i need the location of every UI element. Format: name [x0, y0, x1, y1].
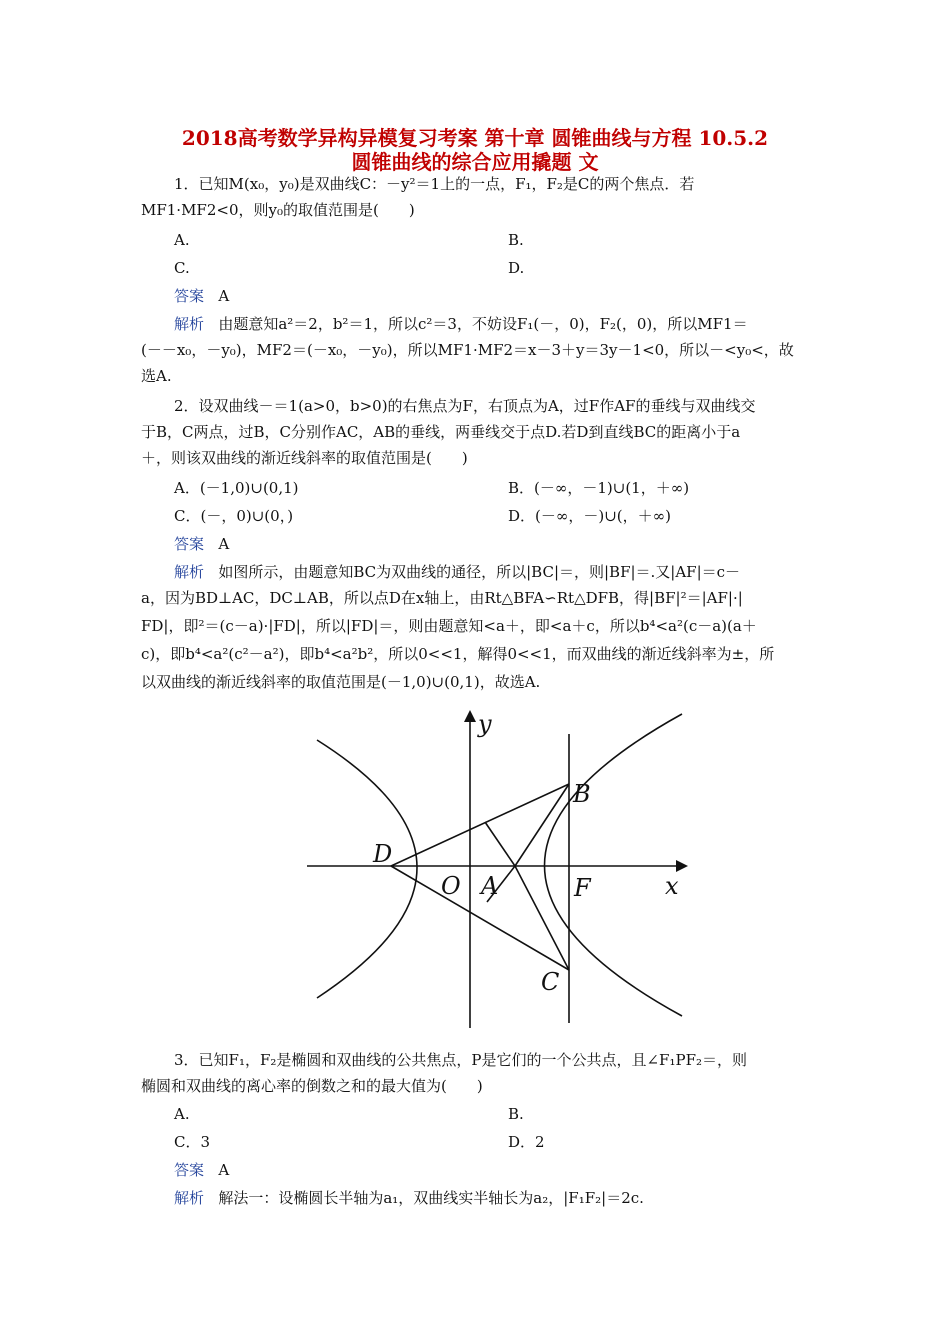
q3-option-d: D．2 — [508, 1133, 545, 1151]
segment-a-up — [485, 822, 515, 866]
q2-analysis-line4: c)，即b⁴<a²(c²－a²)，即b⁴<a²b²，所以0<<1，解得0<<1，而双曲线的渐近线斜率为±，所 — [141, 645, 775, 663]
q3-stem-line1: 3．已知F₁，F₂是椭圆和双曲线的公共焦点，P是它们的一个公共点，且∠F₁PF₂＝，则 — [174, 1051, 747, 1069]
hyperbola-diagram — [287, 698, 705, 1033]
q2-option-b: B．(－∞，－1)∪(1，＋∞) — [508, 479, 690, 497]
hyperbola-figure — [287, 698, 705, 1033]
label-f: F — [574, 874, 591, 902]
hyperbola-left-branch — [317, 740, 417, 998]
answer-tag: 答案 — [174, 1161, 205, 1179]
label-c: C — [541, 968, 560, 996]
hyperbola-right-branch — [545, 714, 683, 1016]
q2-analysis-line3: FD|，即²＝(c－a)·|FD|，所以|FD|＝，则由题意知<a＋，即<a＋c，所以b⁴<a²(c－a)(a＋ — [141, 617, 757, 635]
page-title-line1: 2018高考数学异构异模复习考案 第十章 圆锥曲线与方程 10.5.2 — [181, 126, 769, 150]
page-title-line2: 圆锥曲线的综合应用撬题 文 — [351, 150, 599, 174]
q2-option-d: D．(－∞，－)∪(，＋∞) — [508, 507, 671, 525]
q2-option-c: C．(－，0)∪(0，) — [174, 507, 294, 525]
q3-answer — [174, 1160, 846, 1180]
q3-analysis-line1 — [174, 1188, 846, 1208]
q3-stem-line2: 椭圆和双曲线的离心率的倒数之和的最大值为( ) — [141, 1077, 483, 1095]
q1-stem-line2: MF1·MF2<0，则y₀的取值范围是( ) — [141, 201, 415, 219]
label-d: D — [373, 840, 393, 868]
q2-option-a: A．(－1,0)∪(0,1) — [174, 479, 299, 497]
q2-stem-line3: ＋，则该双曲线的渐近线斜率的取值范围是( ) — [141, 449, 468, 467]
x-axis-arrow — [676, 860, 688, 872]
analysis-text: 解法一：设椭圆长半轴为a₁，双曲线实半轴长为a₂，|F₁F₂|＝2c. — [218, 1189, 644, 1207]
q1-answer — [174, 286, 846, 306]
analysis-text: 如图所示，由题意知BC为双曲线的通径，所以|BC|＝，则|BF|＝.又|AF|＝c－ — [218, 563, 741, 581]
q2-stem-line1: 2．设双曲线－＝1(a>0，b>0)的右焦点为F，右顶点为A，过F作AF的垂线与双曲线交 — [174, 397, 756, 415]
label-x: x — [665, 872, 679, 900]
label-a: A — [481, 872, 499, 900]
label-b: B — [573, 780, 591, 808]
q1-stem-line1: 1．已知M(x₀，y₀)是双曲线C：－y²＝1上的一点，F₁，F₂是C的两个焦点．若 — [174, 175, 695, 193]
q2-stem-line2: 于B，C两点，过B，C分别作AC，AB的垂线，两垂线交于点D.若D到直线BC的距离小于a — [141, 423, 741, 441]
q1-option-d: D. — [508, 259, 525, 277]
q3-option-a: A. — [174, 1105, 190, 1123]
answer-value: A — [218, 535, 230, 553]
analysis-text: 由题意知a²＝2，b²＝1，所以c²＝3，不妨设F₁(－，0)，F₂(，0)，所以MF1＝ — [218, 315, 748, 333]
analysis-tag: 解析 — [174, 315, 205, 333]
q1-analysis-line2: (－－x₀，－y₀)，MF2＝(－x₀，－y₀)，所以MF1·MF2＝x－3＋y＝3y－1<0，所以－<y₀<，故 — [141, 341, 794, 359]
q1-option-a: A. — [174, 231, 190, 249]
answer-value: A — [218, 287, 230, 305]
q2-analysis-line1 — [174, 562, 846, 582]
q3-option-b: B. — [508, 1105, 524, 1123]
answer-tag: 答案 — [174, 535, 205, 553]
answer-tag: 答案 — [174, 287, 205, 305]
label-y: y — [478, 710, 492, 738]
answer-value: A — [218, 1161, 230, 1179]
q2-analysis-line5: 以双曲线的渐近线斜率的取值范围是(－1,0)∪(0,1)，故选A. — [141, 673, 541, 691]
q2-analysis-line2: a，因为BD⊥AC，DC⊥AB，所以点D在x轴上，由Rt△BFA∽Rt△DFB，得|BF|²＝|AF|·| — [141, 589, 743, 607]
label-o: O — [441, 872, 461, 900]
analysis-tag: 解析 — [174, 563, 205, 581]
q1-analysis-line1 — [174, 314, 846, 334]
q2-answer — [174, 534, 846, 554]
analysis-tag: 解析 — [174, 1189, 205, 1207]
q1-option-c: C. — [174, 259, 190, 277]
q1-option-b: B. — [508, 231, 524, 249]
q3-option-c: C．3 — [174, 1133, 211, 1151]
q1-analysis-line3: 选A. — [141, 367, 172, 385]
y-axis-arrow — [464, 710, 476, 722]
